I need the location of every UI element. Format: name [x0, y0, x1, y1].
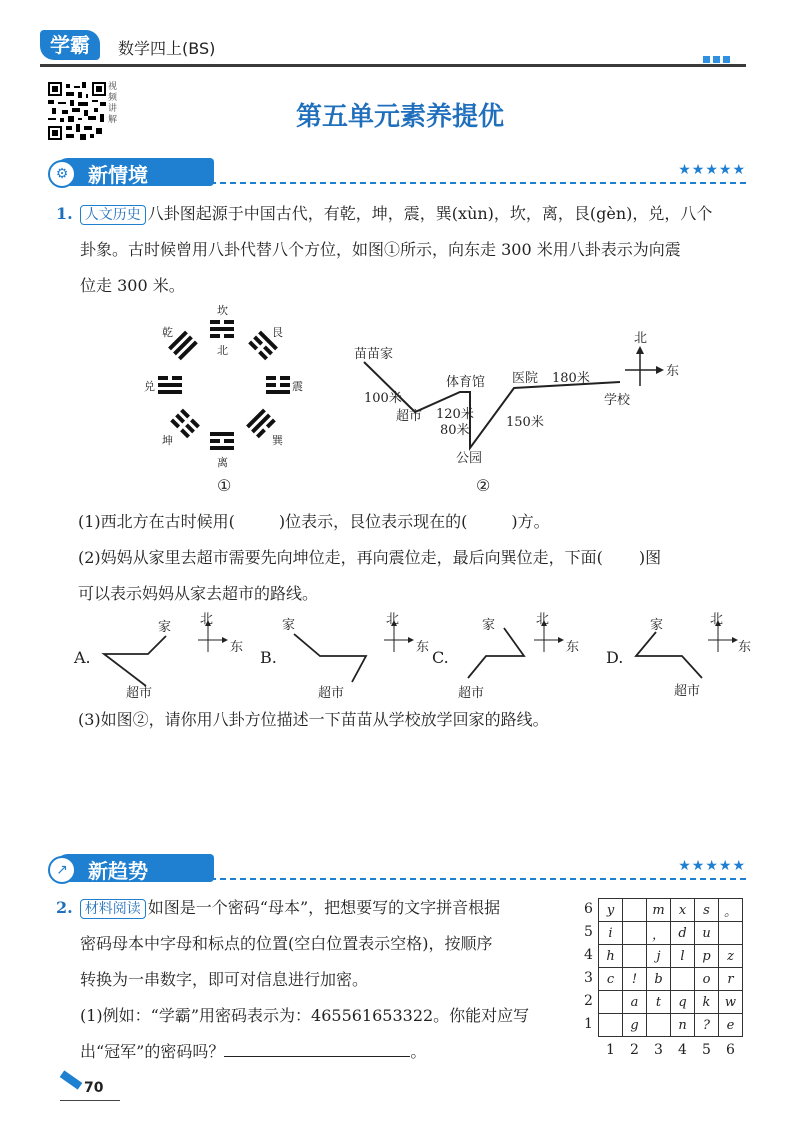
- sub-question-3: (3)如图②，请你用八卦方位描述一下苗苗从学校放学回家的路线。: [78, 710, 549, 729]
- question-text: 八卦图起源于中国古代，有乾，坤，震，巽(xùn)，坎，离，艮(gèn)，兑，八个: [147, 204, 713, 223]
- east-arrow-icon: [408, 637, 414, 643]
- grid-cell: w: [719, 991, 743, 1014]
- label-distance: 180米: [552, 371, 590, 386]
- grid-cell: q: [671, 991, 695, 1014]
- section-divider: [210, 182, 746, 184]
- question-text: 如图是一个密码“母本”，把想要写的文字拼音根据: [147, 898, 501, 917]
- sub-question-2: [78, 540, 758, 612]
- trigram-label: 艮: [272, 326, 283, 339]
- question-tag: 材料阅读: [80, 899, 146, 919]
- grid-cell: t: [647, 991, 671, 1014]
- market-label: 超市: [126, 686, 153, 701]
- section-divider: [210, 878, 746, 880]
- grid-cell: u: [695, 922, 719, 945]
- east-arrow-icon: [222, 637, 228, 643]
- grid-row: [599, 899, 743, 922]
- label-miaomiao-home: 苗苗家: [354, 347, 394, 362]
- grid-cell: o: [695, 968, 719, 991]
- row-number: 3: [584, 970, 593, 986]
- label-supermarket: 超市: [396, 409, 423, 424]
- sub-question-text: )位表示，艮位表示现在的(: [278, 512, 468, 531]
- grid-cell: !: [623, 968, 647, 991]
- trigram-label: 巽: [272, 434, 283, 447]
- grid-row: [599, 945, 743, 968]
- market-label: 超市: [458, 686, 485, 701]
- question-2: [56, 890, 586, 1070]
- grid-cell: n: [671, 1014, 695, 1037]
- grid-cell: y: [599, 899, 623, 922]
- north-label: 北: [710, 612, 724, 627]
- option-letter: C.: [432, 648, 449, 667]
- trigram-label: 乾: [162, 326, 173, 339]
- grid-cell: [623, 899, 647, 922]
- east-arrow-icon: [558, 637, 564, 643]
- trigram-label: 兑: [144, 380, 155, 393]
- grid-cell: 。: [719, 899, 743, 922]
- grid-cell: s: [695, 899, 719, 922]
- answer-line[interactable]: [224, 1038, 410, 1057]
- trigram-label: 坤: [162, 434, 173, 447]
- label-gym: 体育馆: [446, 375, 486, 390]
- north-label: 北: [217, 344, 228, 357]
- sub-question-text: (2)妈妈从家里去超市需要先向坤位走，再向震位走，最后向巽位走，下面(: [78, 548, 603, 567]
- gear-icon: ⚙: [48, 160, 76, 188]
- option-letter: A.: [74, 648, 91, 667]
- grid-cell: [671, 968, 695, 991]
- grid-row: [599, 968, 743, 991]
- row-number: 5: [584, 924, 593, 940]
- trigram-zhen: [266, 376, 290, 397]
- row-number: 4: [584, 947, 593, 963]
- sub-question-text: )图: [638, 548, 662, 567]
- sub-question-1: [78, 504, 550, 540]
- east-label: 东: [230, 640, 244, 655]
- trigram-dui: [158, 376, 182, 397]
- trigram-li: [210, 432, 234, 453]
- section-title: 新情境: [88, 163, 148, 187]
- compass-north: 北: [634, 331, 648, 346]
- grid-cell: k: [695, 991, 719, 1014]
- grid-row: [599, 922, 743, 945]
- label-school: 学校: [604, 393, 631, 408]
- label-park: 公园: [456, 451, 483, 466]
- market-label: 超市: [674, 684, 701, 699]
- home-label: 家: [158, 620, 172, 635]
- label-distance: 80米: [440, 423, 470, 438]
- trigram-label: 离: [217, 456, 228, 469]
- unit-title: 第五单元素养提优: [295, 102, 504, 132]
- grid-row: [599, 1014, 743, 1037]
- north-arrow-icon: [636, 346, 644, 354]
- compass-east: 东: [666, 364, 680, 379]
- grid-cell: d: [671, 922, 695, 945]
- section-header-new-trend: [40, 854, 746, 882]
- question-text: (1)例如：“学霸”用密码表示为：465561653322。你能对应写: [80, 1006, 530, 1025]
- grid-cell: z: [719, 945, 743, 968]
- trigram-label: 坎: [217, 304, 228, 317]
- question-tag: 人文历史: [80, 205, 146, 225]
- grid-cell: ，: [647, 922, 671, 945]
- option-letter: D.: [606, 648, 624, 667]
- grid-cell: [623, 922, 647, 945]
- series-logo: 学霸: [40, 30, 100, 60]
- figure-2-caption: ②: [476, 476, 491, 495]
- column-number: 1: [606, 1042, 615, 1058]
- east-label: 东: [566, 640, 580, 655]
- grid-cell: [599, 991, 623, 1014]
- grid-cell: ?: [695, 1014, 719, 1037]
- home-label: 家: [482, 618, 496, 633]
- grid-cell: p: [695, 945, 719, 968]
- sub-question-text: (1)西北方在古时候用(: [78, 512, 235, 531]
- trend-arrow-icon: ↗: [48, 856, 76, 884]
- footer-divider: [60, 1100, 120, 1101]
- home-label: 家: [282, 618, 296, 633]
- grid-cell: [599, 1014, 623, 1037]
- label-distance: 100米: [364, 391, 402, 406]
- section-header-new-context: [40, 158, 746, 186]
- grid-row: [599, 991, 743, 1014]
- page-number: 70: [84, 1080, 104, 1096]
- sub-question-text: 可以表示妈妈从家去超市的路线。: [78, 584, 319, 603]
- trigram-kan: [210, 320, 234, 341]
- sub-question-text: )方。: [511, 512, 550, 531]
- grid-cell: [623, 945, 647, 968]
- difficulty-stars: ★★★★★: [678, 858, 746, 874]
- section-title: 新趋势: [88, 859, 148, 883]
- column-number: 5: [702, 1042, 711, 1058]
- question-text: 密码母本中字母和标点的位置(空白位置表示空格)，按顺序: [80, 934, 493, 953]
- question-text: 出“冠军”的密码吗？: [80, 1042, 225, 1061]
- trigram-label: 震: [292, 380, 303, 393]
- grid-cell: h: [599, 945, 623, 968]
- east-arrow-icon: [656, 366, 664, 374]
- question-number: 1.: [56, 204, 73, 223]
- column-number: 2: [630, 1042, 639, 1058]
- grid-cell: a: [623, 991, 647, 1014]
- question-text: 。: [410, 1042, 427, 1061]
- grid-cell: e: [719, 1014, 743, 1037]
- grid-cell: b: [647, 968, 671, 991]
- cipher-grid: [598, 898, 743, 1037]
- grid-cell: x: [671, 899, 695, 922]
- grid-cell: g: [623, 1014, 647, 1037]
- route-map: [340, 320, 700, 470]
- north-label: 北: [200, 612, 214, 627]
- qr-caption: 视频讲解: [108, 82, 118, 125]
- route-options: [74, 606, 754, 702]
- question-1-intro: [56, 196, 756, 304]
- row-number: 2: [584, 993, 593, 1009]
- grid-cell: [719, 922, 743, 945]
- question-number: 2.: [56, 898, 73, 917]
- question-text: 位走 300 米。: [80, 276, 185, 295]
- label-distance: 150米: [506, 415, 544, 430]
- grid-cell: i: [599, 922, 623, 945]
- label-hospital: 医院: [512, 371, 539, 386]
- grid-cell: m: [647, 899, 671, 922]
- figure-1-caption: ①: [217, 476, 232, 495]
- header-divider: [40, 64, 746, 67]
- north-label: 北: [386, 612, 400, 627]
- column-number: 4: [678, 1042, 687, 1058]
- bagua-diagram: [144, 300, 310, 470]
- grid-cell: [647, 1014, 671, 1037]
- grid-cell: l: [671, 945, 695, 968]
- book-title: 数学四上(BS): [118, 39, 216, 58]
- question-text: 卦象。古时候曾用八卦代替八个方位，如图①所示，向东走 300 米用八卦表示为向震: [80, 240, 681, 259]
- north-label: 北: [536, 612, 550, 627]
- east-label: 东: [738, 640, 752, 655]
- grid-cell: c: [599, 968, 623, 991]
- grid-cell: j: [647, 945, 671, 968]
- label-distance: 120米: [436, 407, 474, 422]
- east-label: 东: [416, 640, 430, 655]
- row-number: 6: [584, 901, 593, 917]
- grid-cell: r: [719, 968, 743, 991]
- row-number: 1: [584, 1016, 593, 1032]
- option-letter: B.: [260, 648, 277, 667]
- column-number: 3: [654, 1042, 663, 1058]
- question-text: 转换为一串数字，即可对信息进行加密。: [80, 970, 369, 989]
- difficulty-stars: ★★★★★: [678, 162, 746, 178]
- column-number: 6: [726, 1042, 735, 1058]
- home-label: 家: [650, 618, 664, 633]
- market-label: 超市: [318, 686, 345, 701]
- pencil-icon: [60, 1070, 83, 1089]
